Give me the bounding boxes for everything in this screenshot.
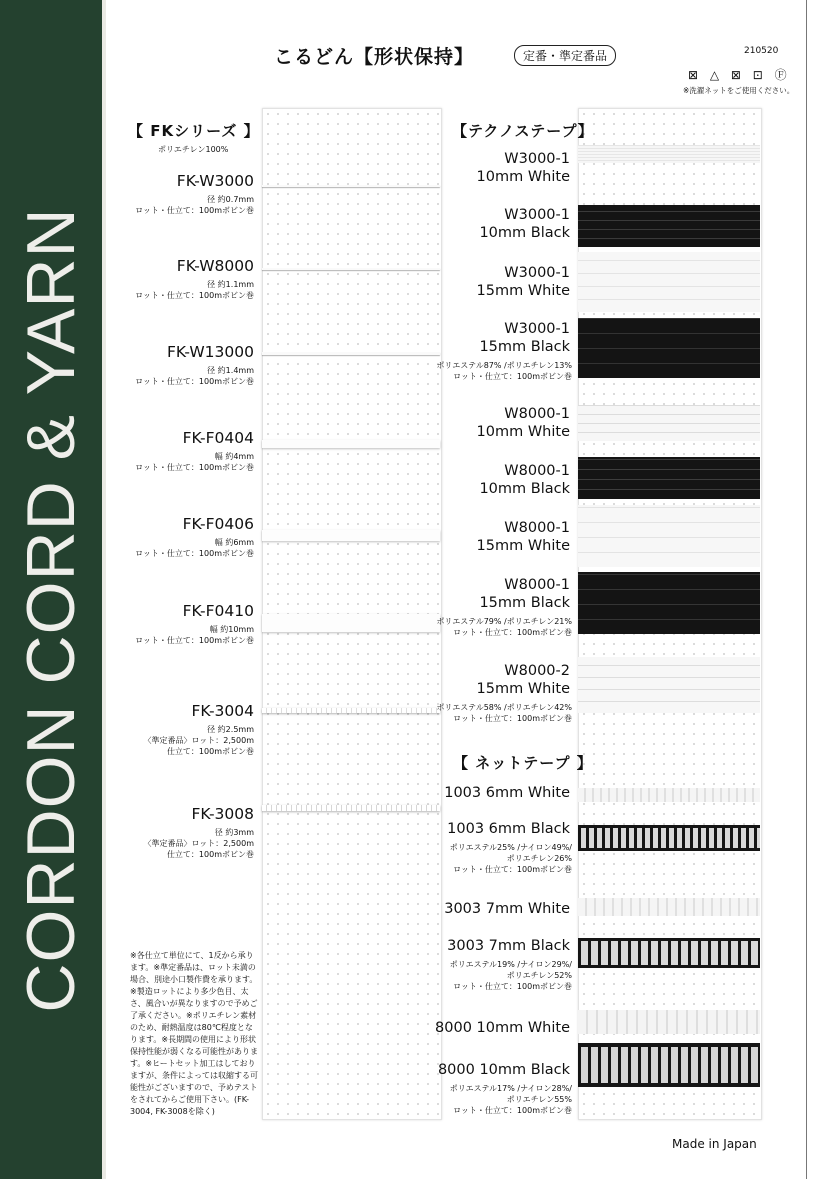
- sample-w3000-1-10-black: [578, 205, 760, 247]
- brand-sidebar: [0, 0, 102, 1179]
- tape-item-name: 1003 6mm Black: [447, 821, 570, 837]
- tape-item-name: W3000-1: [504, 151, 570, 167]
- fk-item-detail: ロット・仕立て：100mボビン巻: [135, 206, 254, 215]
- sample-3003-7-white: [578, 898, 760, 916]
- sample-w8000-1-15-black: [578, 572, 760, 634]
- fk-material: ポリエチレン100%: [158, 145, 229, 154]
- tape-item-detail: ポリエチレン26%: [506, 854, 572, 863]
- sample-w8000-1-10-black: [578, 457, 760, 499]
- tape-item-name: 3003 7mm Black: [447, 938, 570, 954]
- tape-item-name: W8000-1: [504, 520, 570, 536]
- fk-item-detail: 径 約2.5mm: [207, 725, 254, 734]
- made-in-label: Made in Japan: [672, 1137, 757, 1151]
- sample-fk-f0410: [262, 614, 440, 632]
- tape-item-name: 1003 6mm White: [444, 785, 570, 801]
- brand-vertical-text: CORDON CORD & YARN: [13, 207, 89, 1013]
- tape-item-name: 3003 7mm White: [444, 901, 570, 917]
- sample-fk-f0406: [262, 530, 440, 541]
- fk-item-name: FK-F0410: [182, 602, 254, 620]
- tape-item-detail: ポリエステル17% /ナイロン28%/: [449, 1084, 572, 1093]
- fk-item-detail: 幅 約10mm: [209, 625, 254, 634]
- care-note: ※洗濯ネットをご使用ください。: [683, 86, 795, 95]
- tape-item-size: 10mm Black: [479, 481, 570, 497]
- sample-fk-w13000: [262, 352, 440, 355]
- tape-item-name: 8000 10mm Black: [437, 1062, 570, 1078]
- fk-item-detail: ロット・仕立て：100mボビン巻: [135, 377, 254, 386]
- tape-item-size: 15mm Black: [479, 339, 570, 355]
- tape-item-detail: ポリエステル79% /ポリエチレン21%: [436, 617, 572, 626]
- tape-item-detail: ポリエステル25% /ナイロン49%/: [449, 843, 572, 852]
- terms-notes: ※各仕立て単位にて、1反から承ります。※準定番品は、ロット未満の場合、別途小口製作費を承ります。※製造ロットにより多少色目、太さ、風合いが異なりますので予めご了承ください。※ポリエチレン素材のため、耐熱温度は80℃程度となります。※長期間の使用により形状保持性能が弱くなる可能性があります。※ヒートセット加工はしておりますが、条件によっては収縮する可能性がございますので、予めテストをされてからご使用下さい。(FK-3004, FK-3008を除く): [130, 951, 258, 1116]
- sample-3003-7-black: [578, 938, 760, 968]
- sample-w3000-1-15-white: [578, 252, 760, 312]
- sample-1003-6-black: [578, 825, 760, 851]
- tape-item-size: 15mm White: [476, 681, 570, 697]
- sample-1003-6-white: [578, 788, 760, 802]
- page-title: こるどん【形状保持】: [274, 46, 475, 68]
- tape-item-name: W8000-2: [504, 663, 570, 679]
- fk-item-detail: 仕立て：100mボビン巻: [166, 747, 254, 756]
- sample-fk-w8000: [262, 268, 440, 270]
- fk-item-detail: 幅 約4mm: [214, 452, 254, 461]
- fk-item-detail: 径 約1.1mm: [207, 280, 254, 289]
- fk-item-detail: 〈準定番品〉ロット：2,500m: [143, 736, 254, 745]
- sample-w8000-1-10-white: [578, 405, 760, 441]
- fk-item-detail: 径 約3mm: [214, 828, 254, 837]
- tape-item-size: 15mm White: [476, 283, 570, 299]
- fk-item-detail: 仕立て：100mボビン巻: [166, 850, 254, 859]
- fk-item-name: FK-3004: [191, 702, 254, 720]
- tape-item-detail: ロット・仕立て：100mボビン巻: [453, 714, 572, 723]
- tape-item-name: W3000-1: [504, 265, 570, 281]
- fk-item-detail: ロット・仕立て：100mボビン巻: [135, 636, 254, 645]
- sample-fk-f0404: [262, 440, 440, 448]
- tape-item-detail: ロット・仕立て：100mボビン巻: [453, 982, 572, 991]
- tape-item-size: 10mm Black: [479, 225, 570, 241]
- fk-item-name: FK-W13000: [166, 343, 254, 361]
- tape-item-detail: ロット・仕立て：100mボビン巻: [453, 628, 572, 637]
- care-symbols-icon: ⊠ △ ⊠ ⊡ Ⓕ: [688, 68, 791, 82]
- tape-item-size: 15mm White: [476, 538, 570, 554]
- tape-item-detail: ポリエステル58% /ポリエチレン42%: [436, 703, 572, 712]
- fk-item-detail: 径 約1.4mm: [207, 366, 254, 375]
- fk-item-detail: ロット・仕立て：100mボビン巻: [135, 291, 254, 300]
- tape-item-name: W3000-1: [504, 321, 570, 337]
- sample-fk-3008: [262, 805, 440, 811]
- tape-item-name: W8000-1: [504, 463, 570, 479]
- tape-item-detail: ロット・仕立て：100mボビン巻: [453, 372, 572, 381]
- tape-item-size: 15mm Black: [479, 595, 570, 611]
- tape-item-name: W3000-1: [504, 207, 570, 223]
- sample-w3000-1-10-white: [578, 145, 760, 163]
- standard-badge: 定番・準定番品: [514, 45, 616, 66]
- fk-item-detail: ロット・仕立て：100mボビン巻: [135, 463, 254, 472]
- fk-item-detail: 幅 約6mm: [214, 538, 254, 547]
- fk-item-detail: 径 約0.7mm: [207, 195, 254, 204]
- fk-item-detail: ロット・仕立て：100mボビン巻: [135, 549, 254, 558]
- techno-tape-heading: 【テクノステープ】: [452, 122, 594, 140]
- tape-item-detail: ポリエステル19% /ナイロン29%/: [449, 960, 572, 969]
- sample-w8000-1-15-white: [578, 505, 760, 567]
- fk-item-name: FK-W8000: [176, 257, 254, 275]
- catalog-code: 210520: [744, 46, 779, 56]
- tape-item-detail: ポリエステル87% /ポリエチレン13%: [436, 361, 572, 370]
- sample-fk-3004: [262, 708, 440, 713]
- sample-w8000-2-15-white: [578, 657, 760, 713]
- tape-item-detail: ポリエチレン52%: [506, 971, 572, 980]
- tape-item-name: 8000 10mm White: [435, 1020, 570, 1036]
- tape-item-name: W8000-1: [504, 406, 570, 422]
- fk-item-name: FK-W3000: [176, 172, 254, 190]
- tape-item-name: W8000-1: [504, 577, 570, 593]
- sample-w3000-1-15-black: [578, 318, 760, 378]
- fk-series-heading: 【 FKシリーズ 】: [128, 122, 260, 140]
- tape-item-detail: ポリエチレン55%: [506, 1095, 572, 1104]
- tape-item-size: 10mm White: [476, 424, 570, 440]
- tape-item-detail: ロット・仕立て：100mボビン巻: [453, 1106, 572, 1115]
- sample-8000-10-white: [578, 1010, 760, 1034]
- fk-item-name: FK-F0406: [182, 515, 254, 533]
- tape-item-detail: ロット・仕立て：100mボビン巻: [453, 865, 572, 874]
- net-tape-heading: 【 ネットテープ 】: [453, 754, 593, 772]
- sample-8000-10-black: [578, 1043, 760, 1087]
- fk-item-name: FK-3008: [191, 805, 254, 823]
- tape-item-size: 10mm White: [476, 169, 570, 185]
- fk-item-detail: 〈準定番品〉ロット：2,500m: [143, 839, 254, 848]
- fk-item-name: FK-F0404: [182, 429, 254, 447]
- sample-fk-w3000: [262, 185, 440, 187]
